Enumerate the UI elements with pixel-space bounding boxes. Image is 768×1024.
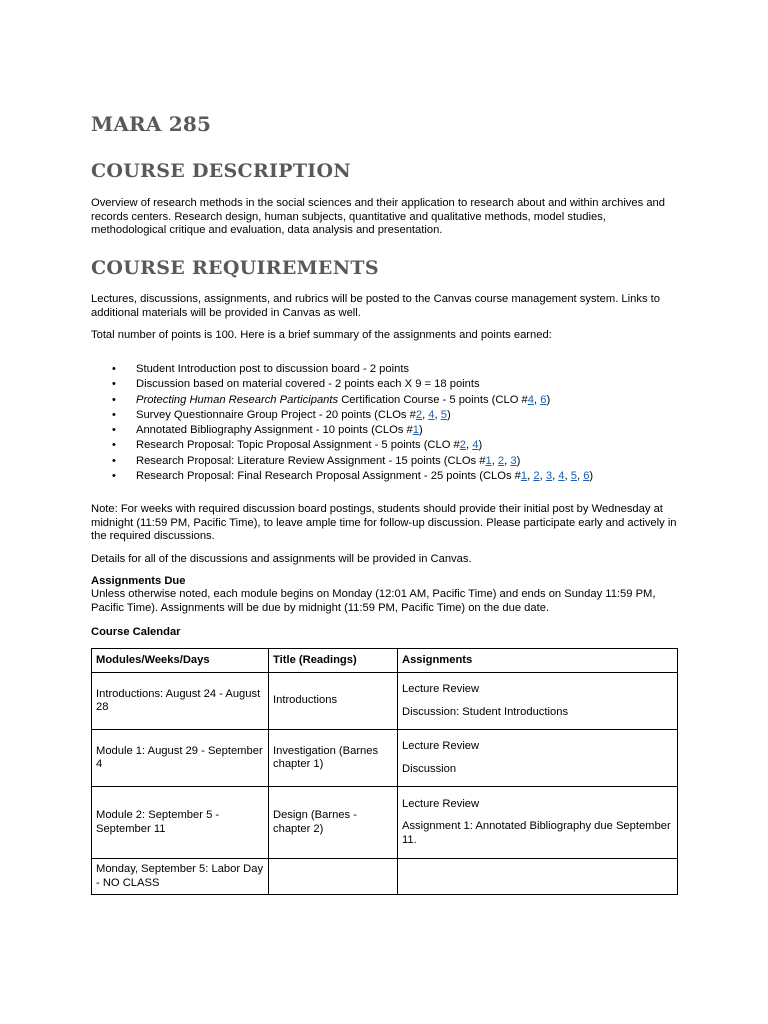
clo-link[interactable]: 3 (545, 470, 553, 483)
course-calendar-label: Course Calendar (91, 626, 181, 638)
course-description-heading: COURSE DESCRIPTION (91, 160, 351, 182)
clo-link[interactable]: 5 (440, 408, 447, 421)
clo-link[interactable]: 4 (558, 470, 565, 483)
clo-link[interactable]: 4 (472, 439, 479, 452)
assignments-cell: Lecture Review Assignment 1: Annotated Bibliography due September 11. (398, 787, 678, 859)
clo-link[interactable]: 2 (497, 454, 505, 467)
column-header: Title (Readings) (269, 649, 398, 673)
table-row (92, 859, 678, 895)
assignments-cell (398, 859, 678, 895)
list-item: • Annotated Bibliography Assignment - 10 points (CLOs #1) (91, 423, 593, 438)
assignments-due-label: Assignments Due (91, 575, 186, 587)
module-cell: Monday, September 5: Labor Day - NO CLASS (92, 859, 269, 895)
clo-link[interactable]: 6 (540, 393, 547, 406)
title-cell (269, 859, 398, 895)
course-description-text: Overview of research methods in the social sciences and their application to research about and within archives and records centers. Research design, human subjects, quantitative and qualitative methods, model studies, methodological critique and evaluation, data analysis and presentation. (91, 197, 665, 236)
clo-link[interactable]: 4 (527, 393, 534, 406)
list-item: • Research Proposal: Literature Review Assignment - 15 points (CLOs #1, 2, 3) (91, 454, 593, 469)
list-item: • Protecting Human Research Participants Certification Course - 5 points (CLO #4, 6) (91, 393, 593, 408)
list-item: • Research Proposal: Topic Proposal Assignment - 5 points (CLO #2, 4) (91, 438, 593, 453)
clo-link[interactable]: 2 (533, 470, 540, 483)
clo-link[interactable]: 1 (412, 424, 419, 437)
clo-link[interactable]: 1 (520, 470, 528, 483)
clo-link[interactable]: 2 (415, 408, 423, 421)
course-code-title: MARA 285 (91, 112, 212, 136)
table-header-row (92, 649, 678, 673)
assignments-cell: Lecture Review Discussion (398, 730, 678, 787)
column-header: Assignments (398, 649, 678, 673)
column-header: Modules/Weeks/Days (92, 649, 269, 673)
clo-link[interactable]: 2 (459, 439, 467, 452)
list-item: • Student Introduction post to discussion board - 2 points (91, 362, 593, 377)
clo-link[interactable]: 3 (510, 454, 517, 467)
title-cell: Design (Barnes - chapter 2) (269, 787, 398, 859)
module-cell: Module 1: August 29 - September 4 (92, 730, 269, 787)
table-row (92, 787, 678, 859)
assignments-due-text: Unless otherwise noted, each module begins on Monday (12:01 AM, Pacific Time) and ends on Sunday 11:59 PM, Pacific Time). Assignments will be due by midnight (11:59 PM, Pacific Time) on the due date. (91, 588, 656, 614)
course-calendar-table (91, 648, 678, 895)
points-summary: Total number of points is 100. Here is a brief summary of the assignments and points earned: (91, 329, 552, 341)
list-item: • Discussion based on material covered - 2 points each X 9 = 18 points (91, 377, 593, 392)
list-item: • Research Proposal: Final Research Proposal Assignment - 25 points (CLOs #1, 2, 3, 4, 5, 6) (91, 469, 593, 484)
clo-link[interactable]: 6 (583, 470, 590, 483)
table-row (92, 673, 678, 730)
requirements-list (91, 362, 593, 484)
course-requirements-heading: COURSE REQUIREMENTS (91, 257, 379, 279)
assignments-cell: Lecture Review Discussion: Student Introductions (398, 673, 678, 730)
table-row (92, 730, 678, 787)
title-cell: Introductions (269, 673, 398, 730)
discussion-note: Note: For weeks with required discussion board postings, students should provide their initial post by Wednesday at midnight (11:59 PM, Pacific Time), to leave ample time for follow-up discussion. Please participate early and actively in the required discussions. (91, 503, 677, 542)
title-cell: Investigation (Barnes chapter 1) (269, 730, 398, 787)
requirements-intro: Lectures, discussions, assignments, and rubrics will be posted to the Canvas course management system. Links to additional materials will be provided in Canvas as well. (91, 293, 660, 319)
module-cell: Module 2: September 5 - September 11 (92, 787, 269, 859)
clo-link[interactable]: 5 (570, 470, 577, 483)
module-cell: Introductions: August 24 - August 28 (92, 673, 269, 730)
canvas-details: Details for all of the discussions and assignments will be provided in Canvas. (91, 553, 472, 565)
clo-link[interactable]: 4 (428, 408, 435, 421)
list-item: • Survey Questionnaire Group Project - 20 points (CLOs #2, 4, 5) (91, 408, 593, 423)
clo-link[interactable]: 1 (485, 454, 492, 467)
